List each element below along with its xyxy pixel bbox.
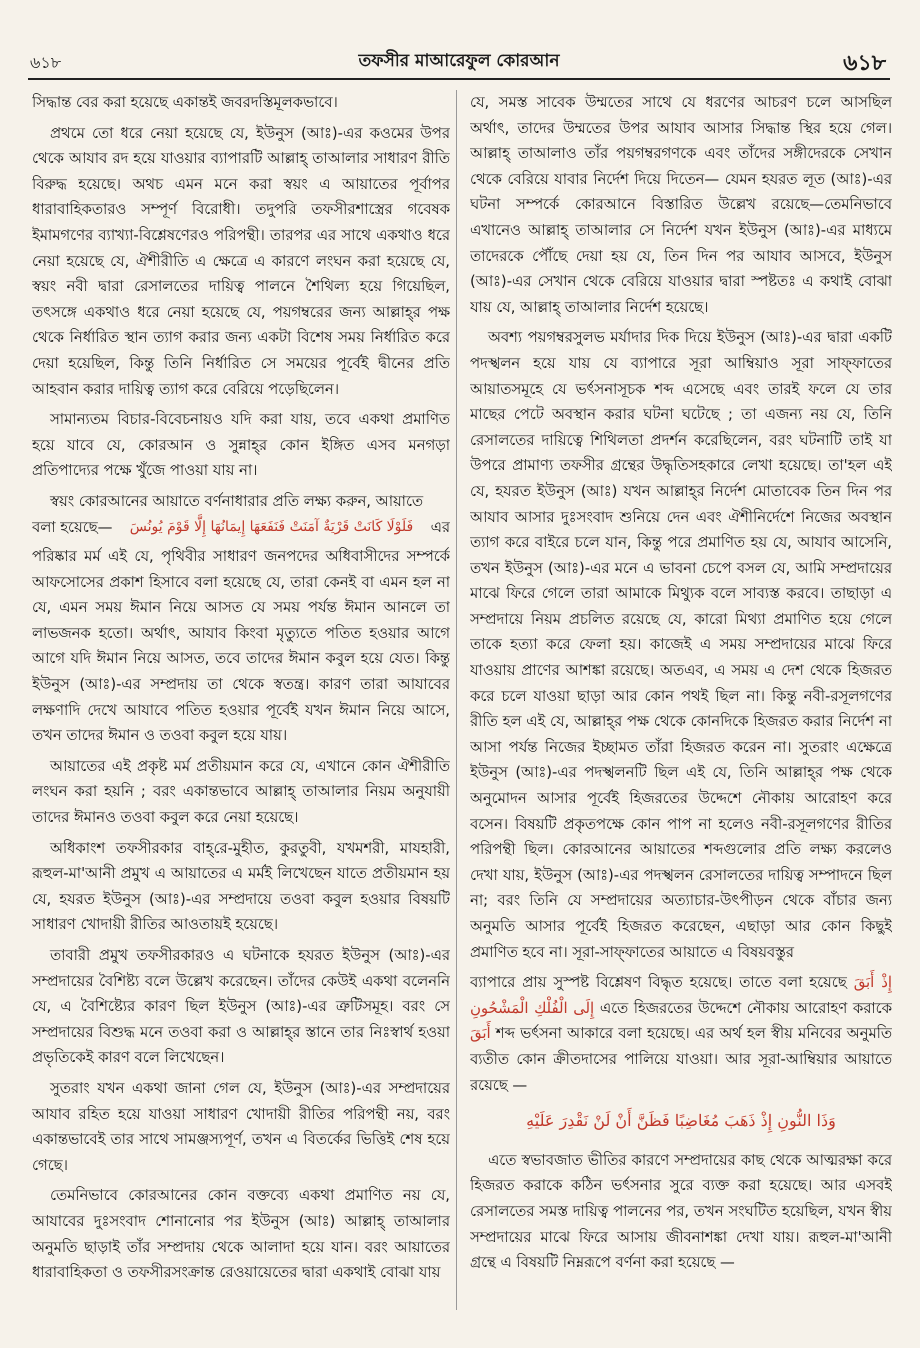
arabic-verse-block: وَذَا النُّونِ إِذْ ذَهَبَ مُغَاضِبًا فَظَنَّ أَنْ لَنْ نَقْدِرَ عَلَيْهِ	[526, 1111, 836, 1131]
paragraph: সুতরাং যখন একথা জানা গেল যে, ইউনুস (আঃ)-এর সম্প্রদায়ের আযাব রহিত হয়ে যাওয়া সাধারণ খোদায়ী রীতির পরিপন্থী নয়, বরং একান্তভাবেই তার সাথে সামঞ্জস্যপূর্ণ, তখন এ বিতর্কের ভিত্তিই শেষ হয়ে গেছে।	[32, 1079, 450, 1174]
header-rule	[28, 78, 890, 80]
arabic-phrase: إِلَى الْفُلْكِ الْمَشْحُونِ	[470, 999, 595, 1017]
paragraph: স্বয়ং কোরআনের আয়াতে বর্ণনাধারার প্রতি লক্ষ্য করুন, আয়াতে	[50, 492, 423, 510]
paragraph-continued	[470, 970, 892, 1098]
page-number-right: ৬১৮	[843, 51, 886, 76]
arabic-word: أَبَقَ	[470, 1025, 491, 1043]
page-header	[28, 38, 890, 78]
right-column	[470, 90, 892, 1330]
paragraph: তাবারী প্রমুখ তফসীরকারও এ ঘটনাকে হযরত ইউনুস (আঃ)-এর সম্প্রদায়ের বৈশিষ্ট্য বলে উল্লেখ করেছেন। তাঁদের কেউই একথা বলেননি যে, এ বৈশিষ্ট্যের কারণ ছিল ইউনুস (আঃ)-এর ত্রুটিসমূহ। বরং সে সম্প্রদায়ের বিশুদ্ধ মনে তওবা করা ও আল্লাহ্‌র স্তানে তার নিঃস্বার্থ হওয়া প্রভৃতিকেই কারণ বলে লিখেছেন।	[32, 947, 450, 1067]
running-title: তফসীর মাআরেফুল কোরআন	[358, 51, 560, 71]
paragraph: পরিষ্কার মর্ম এই যে, পৃথিবীর সাধারণ জনপদের অধিবাসীদের সম্পর্কে আফসোসের প্রকাশ হিসাবে বলা হয়েছে যে, তারা কেনই বা এমন হল না যে, এমন সময় ঈমান নিয়ে আসত যে সময় পর্যন্ত ঈমান আনলে তা লাভজনক হতো। অর্থাৎ, আযাব কিংবা মৃত্যুতে পতিত হওয়ার আগে আগে যদি ঈমান নিয়ে আসত, তবে তাদের ঈমান কবুল হয়ে যেত। কিন্তু ইউনুস (আঃ)-এর সম্প্রদায় তা থেকে স্বতন্ত্র। কারণ তারা আযাবের লক্ষণাদি দেখে আযাবে পতিত হওয়ার পূর্বেই যখন ঈমান নিয়ে আসে, তখন তাদের ঈমান ও তওবা কবুল হয়ে যায়।	[32, 548, 450, 745]
paragraph: এতে স্বভাবজাত ভীতির কারণে সম্প্রদায়ের কাছ থেকে আত্মরক্ষা করে হিজরত করাকে কঠিন ভর্ৎসনার সুরে ব্যক্ত করা হয়েছে। আর এসবই রেসালতের সমস্ত দায়িত্ব পালনের পর, তখন সংঘটিত হয়েছিল, যখন স্বীয় সম্প্রদায়ের মাঝে ফিরে আসায় জীবনাশঙ্কা দেখা যায়। রূহুল-মা'আনী গ্রন্থে এ বিষয়টি নিম্নরূপে বর্ণনা করা হয়েছে —	[470, 1151, 892, 1272]
paragraph: আয়াতের এই প্রকৃষ্ট মর্ম প্রতীয়মান করে যে, এখানে কোন ঐশীরীতি লংঘন করা হয়নি ; বরং একান্তভাবে আল্লাহ্ তাআলার নিয়ম অনুযায়ী তাদের ঈমানও তওবা কবুল করে নেয়া হয়েছে।	[32, 757, 450, 827]
column-divider	[456, 90, 457, 1310]
paragraph: তেমনিভাবে কোরআনের কোন বক্তব্যে একথা প্রমাণিত নয় যে, আযাবের দুঃসংবাদ শোনানোর পর ইউনুস (আঃ) আল্লাহ্ তাআলার অনুমতি ছাড়াই তাঁর সম্প্রদায় থেকে আলাদা হয়ে যান। বরং আয়াতের ধারাবাহিকতা ও তফসীরসংক্রান্ত রেওয়ায়েতের দ্বারা একথাই বোঝা যায়	[32, 1187, 450, 1282]
paragraph: অধিকাংশ তফসীরকার বাহ্‌রে-মুহীত, কুরতুবী, যখমশরী, মাযহারী, রূহুল-মা'আনী প্রমুখ এ আয়াতের এ মর্মই লিখেছেন যাতে প্রতীয়মান হয় যে, হযরত ইউনুস (আঃ)-এর সম্প্রদায়ে তওবা কবুল হওয়ার বিষয়টি সাধারণ খোদায়ী রীতির আওতায়ই হয়েছে।	[32, 839, 450, 934]
paragraph: অবশ্য পয়গম্বরসুলভ মর্যাদার দিক দিয়ে ইউনুস (আঃ)-এর দ্বারা একটি পদস্খলন হয়ে যায় যে ব্যাপারে সূরা আম্বিয়াও সূরা সাফ্‌ফাতের আয়াতসমূহে যে ভর্ৎসনাসূচক শব্দ এসেছে এবং তারই ফলে যে তার মাছের পেটে অবস্থান করার ঘটনা ঘটেছে ; তা এজন্য নয় যে, তিনি রেসালতের দায়িত্বে শিথিলতা প্রদর্শন করেছিলেন, বরং ঘটনাটি তাই যা উপরে প্রামাণ্য তফসীর গ্রন্থের উদ্ধৃতিসহকারে লেখা হয়েছে। তা'হল এই যে, হযরত ইউনুস (আঃ) যখন আল্লাহ্‌র নির্দেশ মোতাবেক তিন দিন পর আযাব আসার দুঃসংবাদ শুনিয়ে দেন এবং ঐশীনির্দেশে নিজের অবস্থান ত্যাগ করে বাইরে চলে যান, কিন্তু পরে প্রমাণিত হয় যে, আযাব আসেনি, তখন ইউনুস (আঃ)-এর মনে এ ভাবনা চেপে বসল যে, আমি সম্প্রদায়ের মাঝে ফিরে গেলে তারা আমাকে মিথ্যুক বলে সাব্যস্ত করবে। তাছাড়া এ সম্প্রদায়ে নিয়ম প্রচলিত রয়েছে যে, কারো মিথ্যা প্রমাণিত হয়ে গেলে তাকে হত্যা করে ফেলা হয়। কাজেই এ সময় সম্প্রদায়ের মাঝে ফিরে যাওয়ায় প্রাণের আশঙ্কা রয়েছে। অতএব, এ সময় এ দেশ থেকে হিজরত করে চলে যাওয়া ছাড়া আর কোন পথই ছিল না। কিন্তু নবী-রসূলগণের রীতি হল এই যে, আল্লাহ্‌র পক্ষ থেকে কোনদিকে হিজরত করার নির্দেশ না আসা পর্যন্ত নিজের ইচ্ছামত তাঁরা হিজরত করেন না। সুতরাং এক্ষেত্রে ইউনুস (আঃ)-এর পদস্খলনটি ছিল এই যে, তিনি আল্লাহ্‌র পক্ষ থেকে অনুমোদন আসার পূর্বেই হিজরতের উদ্দেশে নৌকায় আরোহণ করে বসেন। বিষয়টি প্রকৃতপক্ষে কোন পাপ না হলেও নবী-রসূলগণের রীতির পরিপন্থী ছিল। কোরআনের আয়াতের শব্দগুলোর প্রতি লক্ষ্য করলেও দেখা যায়, ইউনুস (আঃ)-এর পদস্খলন রেসালতের দায়িত্ব সম্পাদনে ছিল না; বরং তিনি যে সম্প্রদায়ের অত্যাচার-উৎপীড়ন থেকে বাঁচার জন্য অনুমতি আসার পূর্বেই হিজরত করেছেন, এছাড়া আর কোন কিছুই প্রমাণিত হবে না। সূরা-সাফ্‌ফাতের আয়াতে এ বিষয়বস্তুর	[470, 329, 892, 961]
said-label: বলা হয়েছে—	[32, 518, 113, 536]
text-run: ব্যাপারে প্রায় সুস্পষ্ট বিশ্লেষণ বিদ্ধৃত হয়েছে। তাতে বলা হয়েছে	[470, 974, 847, 992]
paragraph: যে, সমস্ত সাবেক উম্মতের সাথে যে ধরণের আচরণ চলে আসছিল অর্থাৎ, তাদের উম্মতের উপর আযাব আসার সিদ্ধান্ত স্থির হয়ে গেল। আল্লাহ্ তাআলাও তাঁর পয়গম্বরগণকে এবং তাঁদের সঙ্গীদেরকে সেখান থেকে বেরিয়ে যাবার নির্দেশ দিয়ে দিতেন— যেমন হযরত লূত (আঃ)-এর ঘটনা সম্পর্কে কোরআনে বিস্তারিত উল্লেখ রয়েছে—তেমনিভাবে এখানেও আল্লাহ্ তাআলার সে নির্দেশ যখন ইউনুস (আঃ)-এর মাধ্যমে তাদেরকে পৌঁছে দেয়া হয় যে, তিন দিন পর আযাব আসবে, ইউনুস (আঃ)-এর সেখান থেকে বেরিয়ে যাওয়ার দ্বারা স্পষ্টতঃ এ কথাই বোঝা যায় যে, আল্লাহ্ তাআলার নির্দেশ হয়েছে।	[470, 94, 892, 316]
page-number-left: ৬১৮	[30, 53, 62, 72]
paragraph: সিদ্ধান্ত বের করা হয়েছে একান্তই জবরদস্তিমূলকভাবে।	[32, 94, 338, 111]
paragraph: সামান্যতম বিচার-বিবেচনায়ও যদি করা যায়, তবে একথা প্রমাণিত হয়ে যাবে যে, কোরআন ও সুন্নাহ্‌র কোন ইঙ্গিত এসব মনগড়া প্রতিপাদ্যের পক্ষে খুঁজে পাওয়া যায় না।	[32, 411, 450, 480]
verse-line	[32, 515, 450, 541]
left-column	[32, 90, 450, 1330]
paragraph: প্রথমে তো ধরে নেয়া হয়েছে যে, ইউনুস (আঃ)-এর কওমের উপর থেকে আযাব রদ হয়ে যাওয়ার ব্যাপারটি আল্লাহ্ তাআলার সাধারণ রীতি বিরুদ্ধ হয়েছে। অথচ এমন মনে করা স্বয়ং এ আয়াতের পূর্বাপর ধারাবাহিকতারও সম্পূর্ণ বিরোধী। তদুপরি তফসীরশাস্ত্রের গবেষক ইমামগণের ব্যাখ্যা-বিশ্লেষণেরও পরিপন্থী। তারপর এর সাথে একথাও ধরে নেয়া হয়েছে যে, ঐশীরীতি এ ক্ষেত্রে এ কারণে লংঘন করা হয়েছে যে, স্বয়ং নবী দ্বারা রেসালতের দায়িত্ব পালনে শৈথিল্য হয়ে গিয়েছিল, তৎসঙ্গে একথাও ধরে নেয়া হয়েছে যে, পয়গম্বরের জন্য আল্লাহ্‌র পক্ষ থেকে নির্ধারিত স্থান ত্যাগ করার জন্য একটা বিশেষ সময় নির্ধারিত করে দেয়া হয়েছিল, কিন্তু তিনি নির্ধারিত সে সময়ের পূর্বেই দ্বীনের প্রতি আহবান করার দায়িত্ব ত্যাগ করে বেরিয়ে পড়েছিলেন।	[32, 124, 450, 398]
arabic-verse: فَلَوْلَا كَانَتْ قَرْيَةٌ آمَنَتْ فَنَفَعَهَا إِيمَانُهَا إِلَّا قَوْمَ يُونُسَ	[129, 518, 414, 535]
of-label: এর	[430, 518, 450, 536]
text-run: শব্দ ভর্ৎসনা আকারে বলা হয়েছে। এর অর্থ হল স্বীয় মনিবের অনুমতি ব্যতীত কোন ক্রীতদাসের পালিয়ে যাওয়া। আর সূরা-আম্বিয়ার আয়াতে রয়েছে —	[470, 1025, 892, 1094]
text-run: এতে হিজরতের উদ্দেশে নৌকায় আরোহণ করাকে	[599, 999, 892, 1017]
arabic-word: إِذْ أَبَقَ	[853, 974, 892, 992]
